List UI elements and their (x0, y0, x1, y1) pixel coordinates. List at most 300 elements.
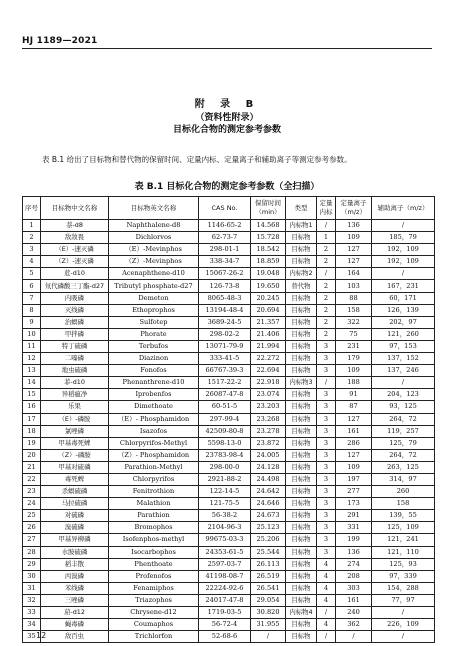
cell-index: 17 (23, 413, 41, 425)
cell-internal-standard: 3 (317, 340, 336, 352)
cell-internal-standard: 3 (317, 498, 336, 510)
cell-chinese-name: 乐果 (41, 401, 109, 413)
table-row (23, 607, 435, 619)
cell-quant-ion: 291 (336, 510, 372, 522)
table-row (23, 353, 435, 365)
cell-aux-ion: 314，97 (372, 473, 435, 485)
cell-quant-ion: 161 (336, 425, 372, 437)
col-header-internal-standard: 定量内标 (317, 197, 336, 220)
cell-english-name: Dichlorvos (109, 232, 199, 244)
parameter-table (22, 196, 435, 643)
cell-retention-time: 26.113 (251, 558, 286, 570)
cell-type: 内标物2 (286, 268, 317, 280)
cell-internal-standard: 3 (317, 353, 336, 365)
cell-cas-no: 1146-65-2 (199, 220, 251, 232)
cell-index: 14 (23, 377, 41, 389)
cell-english-name: （Z）- Phosphamidon (109, 449, 199, 461)
cell-type: 内标物4 (286, 607, 317, 619)
table-row (23, 522, 435, 534)
cell-type: 目标物 (286, 619, 317, 631)
cell-cas-no: 60-51-5 (199, 401, 251, 413)
cell-aux-ion: 93，125 (372, 401, 435, 413)
cell-chinese-name: 三唑磷 (41, 594, 109, 606)
cell-internal-standard: 4 (317, 570, 336, 582)
cell-retention-time: 21.357 (251, 316, 286, 328)
cell-chinese-name: （Z）-磷胺 (41, 449, 109, 461)
table-row (23, 256, 435, 268)
cell-chinese-name: 氯唑磷 (41, 425, 109, 437)
cell-retention-time: 24.128 (251, 461, 286, 473)
cell-english-name: （E）-Mevinphos (109, 244, 199, 256)
cell-quant-ion: 188 (336, 377, 372, 389)
cell-cas-no: 338-34-7 (199, 256, 251, 268)
cell-internal-standard: 4 (317, 582, 336, 594)
cell-cas-no: 62-73-7 (199, 232, 251, 244)
cell-index: 21 (23, 461, 41, 473)
cell-chinese-name: 灭线磷 (41, 304, 109, 316)
cell-cas-no: 297-99-4 (199, 413, 251, 425)
cell-cas-no: 122-14-5 (199, 486, 251, 498)
cell-english-name: Isocarbophos (109, 546, 199, 558)
cell-quant-ion: 199 (336, 534, 372, 546)
cell-quant-ion: 103 (336, 280, 372, 292)
cell-aux-ion: 167，231 (372, 280, 435, 292)
cell-internal-standard: 2 (317, 292, 336, 304)
cell-type: 目标物 (286, 401, 317, 413)
cell-type: 目标物 (286, 486, 317, 498)
cell-aux-ion: 192，109 (372, 244, 435, 256)
cell-english-name: Parathion-Methyl (109, 461, 199, 473)
cell-english-name: Tributyl phosphate-d27 (109, 280, 199, 292)
cell-cas-no: 42509-80-8 (199, 425, 251, 437)
cell-aux-ion: 204，123 (372, 389, 435, 401)
cell-retention-time: 25.123 (251, 522, 286, 534)
cell-chinese-name: 苊-d10 (41, 268, 109, 280)
cell-index: 4 (23, 256, 41, 268)
cell-internal-standard: / (317, 268, 336, 280)
cell-cas-no: 56-72-4 (199, 619, 251, 631)
cell-cas-no: 24017-47-8 (199, 594, 251, 606)
cell-type: 目标物 (286, 534, 317, 546)
cell-quant-ion: 303 (336, 582, 372, 594)
cell-index: 20 (23, 449, 41, 461)
cell-type: 目标物 (286, 594, 317, 606)
cell-type: 目标物 (286, 292, 317, 304)
cell-chinese-name: 异稻瘟净 (41, 389, 109, 401)
table-row (23, 316, 435, 328)
cell-cas-no: 56-38-2 (199, 510, 251, 522)
cell-chinese-name: 治螟磷 (41, 316, 109, 328)
intro-paragraph: 表 B.1 给出了目标物和替代物的保留时间、定量内标、定量离子和辅助离子等测定参考参数。 (42, 155, 352, 164)
cell-english-name: （E）- Phosphamidon (109, 413, 199, 425)
cell-internal-standard: 3 (317, 473, 336, 485)
cell-cas-no: 298-00-0 (199, 461, 251, 473)
cell-retention-time: 22.272 (251, 353, 286, 365)
cell-chinese-name: 丙溴磷 (41, 570, 109, 582)
col-header-cas-no: CAS No. (199, 197, 251, 220)
cell-type: 替代物 (286, 280, 317, 292)
cell-retention-time: 22.918 (251, 377, 286, 389)
cell-cas-no: 126-73-8 (199, 280, 251, 292)
cell-internal-standard: 2 (317, 328, 336, 340)
table-row (23, 619, 435, 631)
cell-english-name: Iprobenfos (109, 389, 199, 401)
cell-english-name: Dimethoate (109, 401, 199, 413)
cell-type: 目标物 (286, 582, 317, 594)
cell-english-name: Fenamiphos (109, 582, 199, 594)
cell-index: 24 (23, 498, 41, 510)
cell-internal-standard: 3 (317, 425, 336, 437)
cell-internal-standard: 1 (317, 232, 336, 244)
cell-aux-ion: / (372, 607, 435, 619)
cell-internal-standard: / (317, 377, 336, 389)
cell-english-name: Sulfotep (109, 316, 199, 328)
standard-number: HJ 1189—2021 (22, 36, 98, 46)
cell-chinese-name: 蝇毒磷 (41, 619, 109, 631)
cell-cas-no: 8065-48-3 (199, 292, 251, 304)
cell-quant-ion: 286 (336, 437, 372, 449)
cell-quant-ion: 127 (336, 449, 372, 461)
cell-chinese-name: 甲基异柳磷 (41, 534, 109, 546)
cell-retention-time: 31.955 (251, 619, 286, 631)
cell-index: 34 (23, 619, 41, 631)
cell-cas-no: 13071-79-9 (199, 340, 251, 352)
cell-internal-standard: 3 (317, 389, 336, 401)
cell-index: 1 (23, 220, 41, 232)
cell-retention-time: 24.646 (251, 498, 286, 510)
cell-retention-time: 24.673 (251, 510, 286, 522)
cell-internal-standard: / (317, 631, 336, 643)
cell-index: 3 (23, 244, 41, 256)
cell-aux-ion: 119，257 (372, 425, 435, 437)
cell-index: 28 (23, 546, 41, 558)
cell-quant-ion: 158 (336, 304, 372, 316)
cell-english-name: Diazinon (109, 353, 199, 365)
cell-type: 目标物 (286, 340, 317, 352)
cell-index: 27 (23, 534, 41, 546)
table-row (23, 244, 435, 256)
cell-index: 8 (23, 304, 41, 316)
table-row (23, 328, 435, 340)
cell-type: 目标物 (286, 328, 317, 340)
cell-aux-ion: 121，260 (372, 328, 435, 340)
cell-type: 目标物 (286, 256, 317, 268)
table-row (23, 631, 435, 643)
cell-cas-no: 15067-26-2 (199, 268, 251, 280)
cell-index: 30 (23, 570, 41, 582)
cell-english-name: Acenaphthene-d10 (109, 268, 199, 280)
cell-type: 目标物 (286, 461, 317, 473)
cell-quant-ion: 274 (336, 558, 372, 570)
cell-retention-time: 23.278 (251, 425, 286, 437)
cell-aux-ion: 137，152 (372, 353, 435, 365)
cell-aux-ion: 60，171 (372, 292, 435, 304)
cell-internal-standard: 3 (317, 546, 336, 558)
cell-internal-standard: 4 (317, 619, 336, 631)
cell-chinese-name: 敌敌畏 (41, 232, 109, 244)
cell-retention-time: 26.541 (251, 582, 286, 594)
annex-heading: 目标化合物的测定参考参数 (172, 125, 281, 135)
cell-index: 7 (23, 292, 41, 304)
cell-retention-time: 19.048 (251, 268, 286, 280)
cell-internal-standard: 4 (317, 558, 336, 570)
cell-cas-no: 23783-98-4 (199, 449, 251, 461)
page-number: 12 (36, 631, 47, 640)
table-header-row (23, 197, 435, 220)
cell-retention-time: 18.859 (251, 256, 286, 268)
cell-cas-no: 2104-96-3 (199, 522, 251, 534)
cell-cas-no: 41198-08-7 (199, 570, 251, 582)
cell-quant-ion: 362 (336, 619, 372, 631)
cell-type: 目标物 (286, 389, 317, 401)
cell-quant-ion: 136 (336, 546, 372, 558)
cell-english-name: Ethoprophos (109, 304, 199, 316)
cell-quant-ion: 87 (336, 401, 372, 413)
cell-internal-standard: 2 (317, 244, 336, 256)
cell-internal-standard: 3 (317, 413, 336, 425)
cell-retention-time: 29.054 (251, 594, 286, 606)
cell-chinese-name: 菲-d10 (41, 377, 109, 389)
cell-chinese-name: 二嗪磷 (41, 353, 109, 365)
col-header-type: 类型 (286, 197, 317, 220)
cell-quant-ion: 231 (336, 340, 372, 352)
cell-internal-standard: / (317, 220, 336, 232)
cell-quant-ion: 322 (336, 316, 372, 328)
cell-chinese-name: （Z）-速灭磷 (41, 256, 109, 268)
cell-english-name: Chrysene-d12 (109, 607, 199, 619)
cell-english-name: Coumaphos (109, 619, 199, 631)
cell-english-name: Naphthalene-d8 (109, 220, 199, 232)
cell-chinese-name: 特丁硫磷 (41, 340, 109, 352)
cell-cas-no: 13194-48-4 (199, 304, 251, 316)
cell-retention-time: 18.542 (251, 244, 286, 256)
cell-type: 目标物 (286, 425, 317, 437)
cell-type: 目标物 (286, 546, 317, 558)
table-row (23, 268, 435, 280)
cell-type: 目标物 (286, 510, 317, 522)
cell-english-name: Phorate (109, 328, 199, 340)
cell-quant-ion: 127 (336, 256, 372, 268)
table-row (23, 425, 435, 437)
cell-type: 目标物 (286, 570, 317, 582)
cell-retention-time: 24.498 (251, 473, 286, 485)
cell-type: 目标物 (286, 365, 317, 377)
cell-type: 目标物 (286, 631, 317, 643)
cell-chinese-name: 水胺硫磷 (41, 546, 109, 558)
cell-retention-time: 24.642 (251, 486, 286, 498)
cell-cas-no: 333-41-5 (199, 353, 251, 365)
cell-retention-time: 26.519 (251, 570, 286, 582)
cell-type: 目标物 (286, 316, 317, 328)
cell-retention-time: 14.568 (251, 220, 286, 232)
cell-chinese-name: 杀螟硫磷 (41, 486, 109, 498)
cell-chinese-name: 地虫硫磷 (41, 365, 109, 377)
cell-internal-standard: 3 (317, 461, 336, 473)
cell-quant-ion: 208 (336, 570, 372, 582)
cell-quant-ion: 75 (336, 328, 372, 340)
cell-internal-standard: 4 (317, 594, 336, 606)
cell-cas-no: 121-75-5 (199, 498, 251, 510)
cell-english-name: Chlorpyrifos (109, 473, 199, 485)
cell-chinese-name: 䓛-d12 (41, 607, 109, 619)
table-row (23, 558, 435, 570)
cell-index: 6 (23, 280, 41, 292)
cell-index: 26 (23, 522, 41, 534)
table-row (23, 401, 435, 413)
cell-quant-ion: / (336, 631, 372, 643)
cell-cas-no: 99675-03-3 (199, 534, 251, 546)
cell-index: 22 (23, 473, 41, 485)
cell-quant-ion: 109 (336, 461, 372, 473)
cell-cas-no: 298-02-2 (199, 328, 251, 340)
cell-internal-standard: 3 (317, 522, 336, 534)
cell-cas-no: 3689-24-5 (199, 316, 251, 328)
cell-chinese-name: 内吸磷 (41, 292, 109, 304)
col-header-quant-ion: 定量离子（m/z） (336, 197, 372, 220)
cell-english-name: Fenitrothion (109, 486, 199, 498)
cell-chinese-name: 敌百虫 (41, 631, 109, 643)
cell-internal-standard: 3 (317, 486, 336, 498)
cell-type: 目标物 (286, 244, 317, 256)
table-row (23, 594, 435, 606)
table-row (23, 280, 435, 292)
cell-internal-standard: 3 (317, 365, 336, 377)
cell-type: 目标物 (286, 353, 317, 365)
cell-index: 16 (23, 401, 41, 413)
cell-aux-ion: 158 (372, 498, 435, 510)
cell-retention-time: 23.074 (251, 389, 286, 401)
table-row (23, 486, 435, 498)
cell-aux-ion: / (372, 631, 435, 643)
cell-retention-time: 23.268 (251, 413, 286, 425)
cell-aux-ion: 137，246 (372, 365, 435, 377)
cell-chinese-name: 萘-d8 (41, 220, 109, 232)
cell-chinese-name: 甲基毒死蜱 (41, 437, 109, 449)
cell-quant-ion: 161 (336, 594, 372, 606)
cell-retention-time: 21.994 (251, 340, 286, 352)
cell-quant-ion: 179 (336, 353, 372, 365)
cell-internal-standard: 3 (317, 437, 336, 449)
cell-chinese-name: 氘代磷酸三丁酯-d27 (41, 280, 109, 292)
cell-quant-ion: 127 (336, 413, 372, 425)
cell-quant-ion: 240 (336, 607, 372, 619)
table-row (23, 340, 435, 352)
col-header-retention-time: 保留时间（min） (251, 197, 286, 220)
cell-aux-ion: 154，288 (372, 582, 435, 594)
cell-cas-no: 1517-22-2 (199, 377, 251, 389)
cell-quant-ion: 127 (336, 244, 372, 256)
table-row (23, 582, 435, 594)
cell-index: 15 (23, 389, 41, 401)
cell-retention-time: / (251, 631, 286, 643)
annex-subtitle: （资料性附录） (195, 113, 259, 123)
cell-english-name: Chlorpyrifos-Methyl (109, 437, 199, 449)
cell-retention-time: 20.694 (251, 304, 286, 316)
table-row (23, 510, 435, 522)
cell-cas-no: 52-68-6 (199, 631, 251, 643)
cell-english-name: Malathion (109, 498, 199, 510)
cell-retention-time: 23.203 (251, 401, 286, 413)
cell-english-name: Trichlorfon (109, 631, 199, 643)
cell-english-name: Triazophos (109, 594, 199, 606)
cell-quant-ion: 109 (336, 365, 372, 377)
cell-quant-ion: 197 (336, 473, 372, 485)
cell-aux-ion: / (372, 268, 435, 280)
cell-cas-no: 298-01-1 (199, 244, 251, 256)
cell-aux-ion: 77，97 (372, 594, 435, 606)
table-row (23, 473, 435, 485)
cell-internal-standard: 2 (317, 280, 336, 292)
cell-internal-standard: 3 (317, 401, 336, 413)
header-divider (22, 48, 432, 49)
cell-quant-ion: 91 (336, 389, 372, 401)
annex-title: 附 录 B (194, 99, 260, 110)
cell-internal-standard: 3 (317, 449, 336, 461)
cell-quant-ion: 88 (336, 292, 372, 304)
cell-index: 11 (23, 340, 41, 352)
cell-index: 18 (23, 425, 41, 437)
cell-index: 23 (23, 486, 41, 498)
cell-index: 32 (23, 594, 41, 606)
table-row (23, 304, 435, 316)
cell-internal-standard: 2 (317, 316, 336, 328)
cell-cas-no: 2921-88-2 (199, 473, 251, 485)
cell-aux-ion: 263，125 (372, 461, 435, 473)
cell-chinese-name: （E）-磷胺 (41, 413, 109, 425)
cell-aux-ion: 192，109 (372, 256, 435, 268)
cell-retention-time: 20.245 (251, 292, 286, 304)
cell-type: 目标物 (286, 304, 317, 316)
cell-aux-ion: 97，339 (372, 570, 435, 582)
cell-retention-time: 21.406 (251, 328, 286, 340)
cell-type: 内标物1 (286, 220, 317, 232)
cell-cas-no: 22224-92-6 (199, 582, 251, 594)
cell-index: 19 (23, 437, 41, 449)
cell-internal-standard: 2 (317, 304, 336, 316)
cell-internal-standard: 3 (317, 534, 336, 546)
cell-retention-time: 15.728 (251, 232, 286, 244)
cell-chinese-name: 苯线磷 (41, 582, 109, 594)
cell-index: 25 (23, 510, 41, 522)
cell-index: 2 (23, 232, 41, 244)
table-row (23, 449, 435, 461)
cell-quant-ion: 136 (336, 220, 372, 232)
cell-aux-ion: 121，110 (372, 546, 435, 558)
cell-index: 5 (23, 268, 41, 280)
cell-aux-ion: 139，55 (372, 510, 435, 522)
cell-type: 目标物 (286, 232, 317, 244)
col-header-english-name: 目标物英文名称 (109, 197, 199, 220)
cell-index: 33 (23, 607, 41, 619)
table-row (23, 570, 435, 582)
cell-aux-ion: 264，72 (372, 449, 435, 461)
cell-cas-no: 66767-39-3 (199, 365, 251, 377)
table-row (23, 413, 435, 425)
table-row (23, 377, 435, 389)
cell-aux-ion: 226，109 (372, 619, 435, 631)
cell-retention-time: 25.206 (251, 534, 286, 546)
cell-internal-standard: 2 (317, 256, 336, 268)
table-row (23, 292, 435, 304)
col-header-aux-ion: 辅助离子（m/z） (372, 197, 435, 220)
cell-english-name: （Z）-Mevinphos (109, 256, 199, 268)
table-row (23, 220, 435, 232)
cell-chinese-name: 马拉硫磷 (41, 498, 109, 510)
cell-aux-ion: 125，93 (372, 558, 435, 570)
cell-type: 目标物 (286, 558, 317, 570)
cell-quant-ion: 277 (336, 486, 372, 498)
cell-aux-ion: 202，97 (372, 316, 435, 328)
